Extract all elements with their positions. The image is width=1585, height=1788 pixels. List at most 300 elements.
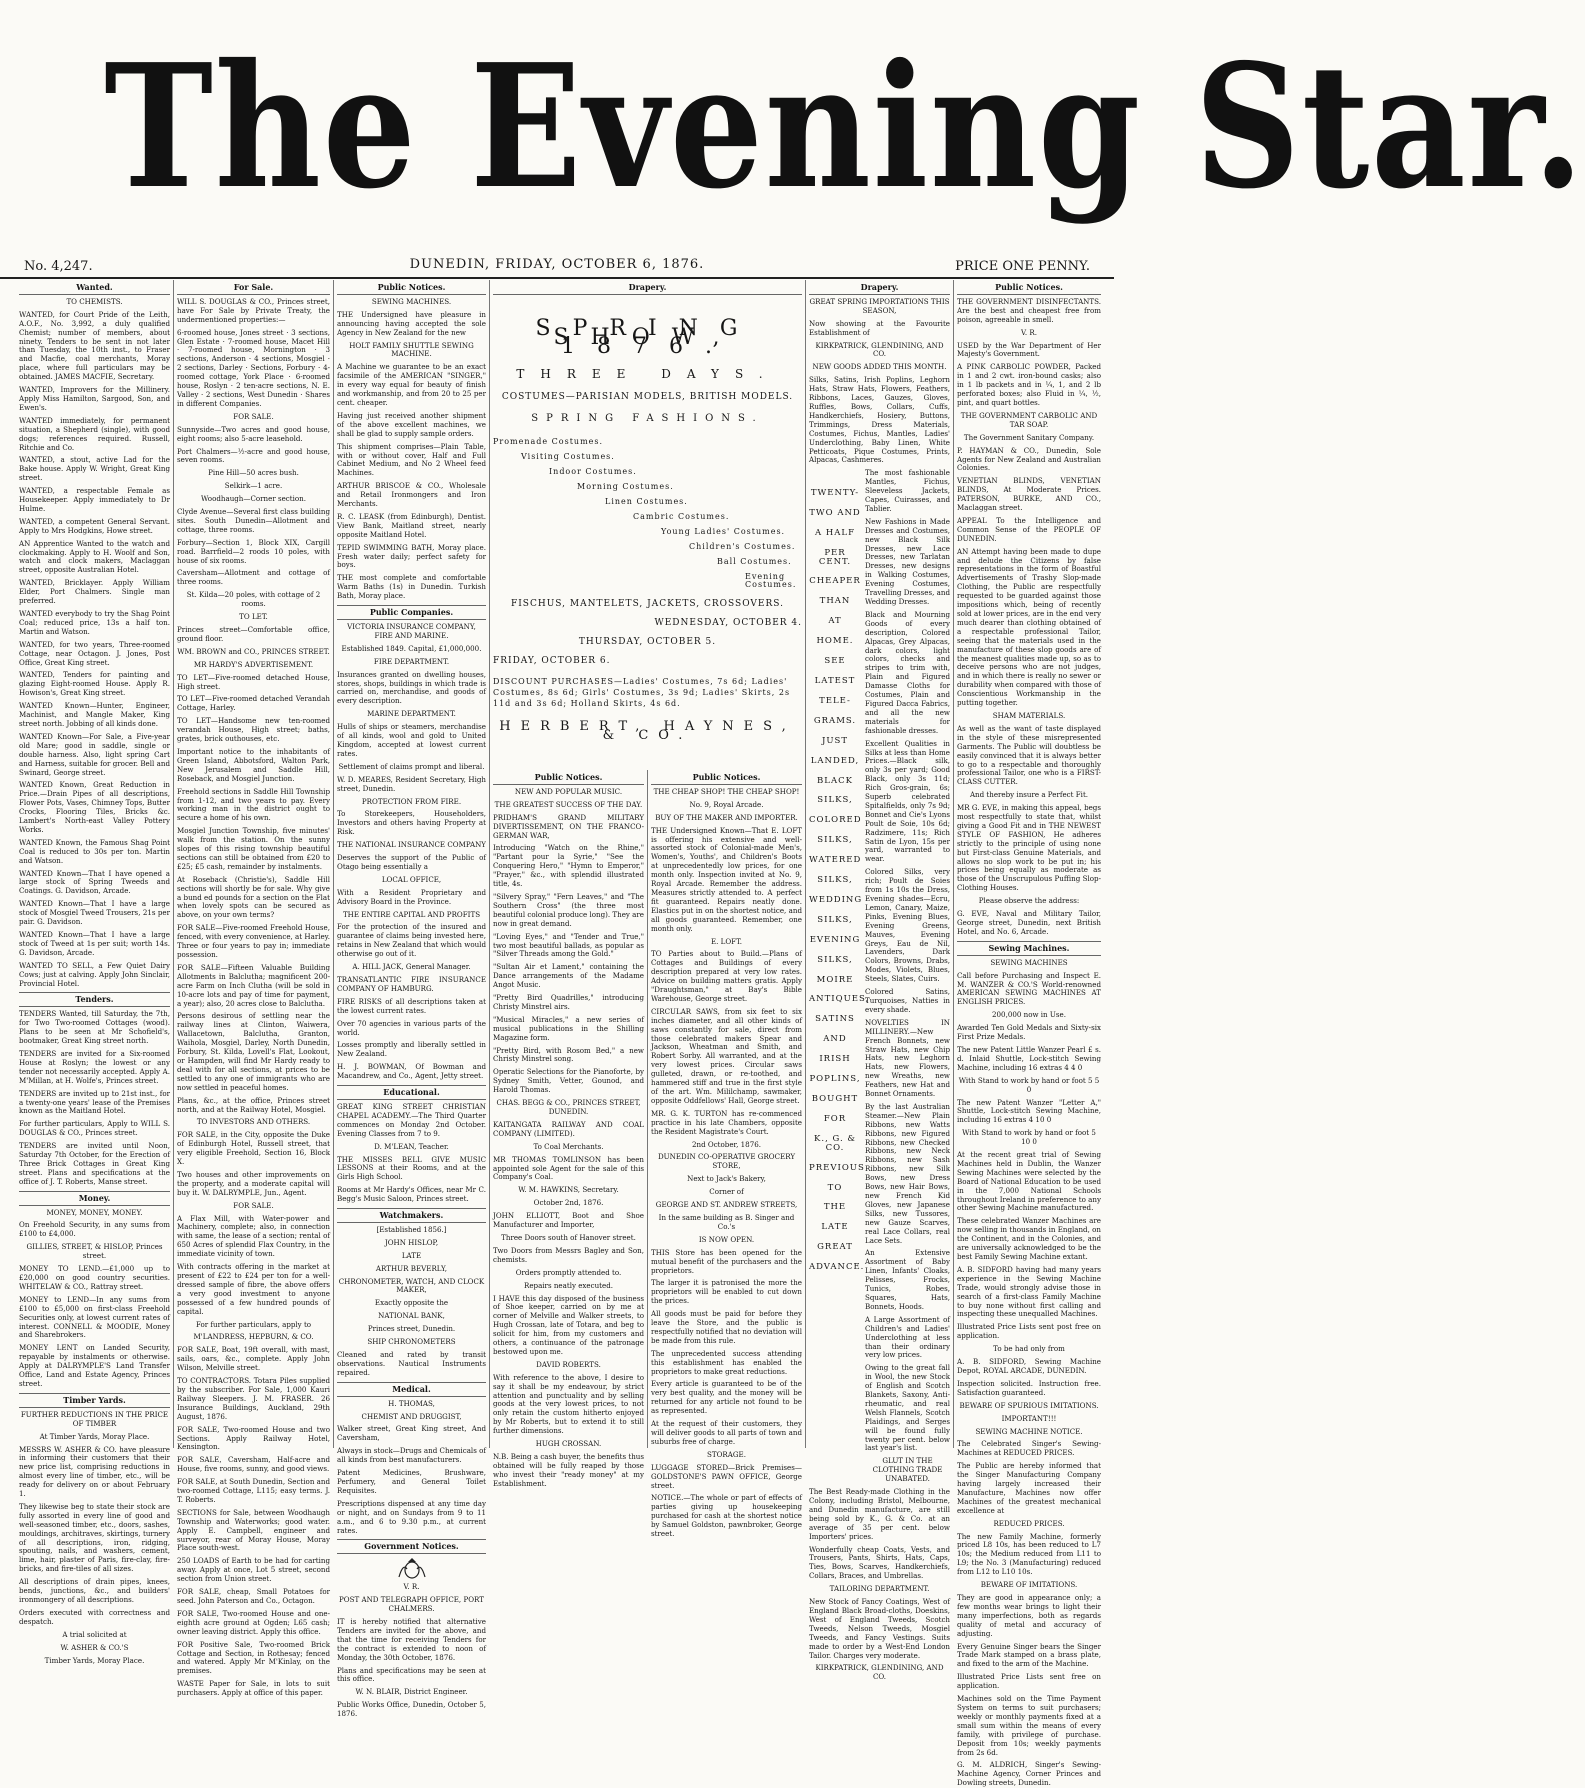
column-heading: Drapery. — [493, 280, 802, 295]
advert: 6-roomed house, Jones street · 3 sections, Glen Estate · 7-roomed house, Macet Hill · 7-roomed house, Mornington · 3 sections, Anderson · 4 sections, Mosgiel · 2 sections, Darley · Sections, Forbury · 4-roomed cottage, York Place · 6-roomed house, Roslyn · 2 ten-acre sections, N. E. Valley · 2 sections, West Dunedin · Shares in different Companies. — [177, 327, 330, 408]
advert: MARINE DEPARTMENT. — [367, 709, 456, 719]
advert: A Flax Mill, with Water-power and Machinery, complete; also, in connection with same, the lease of a section; rental of 650 Acres of splendid Flax Country, in the immediate vicinity of town. — [177, 1213, 330, 1259]
costume-item: Visiting Costumes. — [521, 452, 615, 462]
advert: V. R. — [403, 1582, 420, 1592]
column-for-sale — [174, 280, 334, 1698]
advert: Mosgiel Junction Township, five minutes' walk from the station. On the sunny slopes of this rising township beautiful sections can still be obtained from £20 to £25; £5 cash, remainder by instalments. — [177, 826, 330, 871]
advert: BEWARE OF SPURIOUS IMITATIONS. — [959, 1400, 1099, 1410]
advert: Timber Yards, Moray Place. — [44, 1655, 145, 1665]
advert: IT is hereby notified that alternative Tenders are invited for the above, and that the time for receiving Tenders for the contract is extended to noon of Monday, the 30th October, 1876. — [337, 1617, 486, 1662]
advert: Deserves the support of the Public of Otago being essentially a — [337, 853, 486, 871]
advert: October 2nd, 1876. — [533, 1198, 604, 1208]
side-word: AT — [828, 616, 842, 627]
side-word: THAN — [819, 596, 851, 607]
side-word: SILKS, — [817, 835, 853, 846]
advert: TENDERS are invited until Noon, Saturday 7th October, for the Erection of Three Brick Cottages in Great King street. Plans and specifications at the office of J. T. Roberts, Manse street. — [19, 1141, 170, 1186]
advert: FOR SALE—Fifteen Valuable Building Allotments in Balclutha; magnificent 200-acre Farm on Inch Clutha (will be sold in 10-acre lots and pay of time for payment, a year); also, 20 acres close to Balclutha. — [177, 962, 330, 1008]
costume-item: Indoor Costumes. — [549, 467, 637, 477]
side-word: EVENING — [809, 934, 861, 945]
column-heading: For Sale. — [177, 280, 330, 295]
advert: FOR SALE, Boat, 19ft overall, with mast, sails, oars, &c., complete. Apply John Wilson, Melville street. — [177, 1345, 330, 1373]
section-heading: Sewing Machines. — [957, 941, 1101, 956]
advert: GILLIES, STREET, & HISLOP, Princes street. — [26, 1242, 163, 1261]
advert: With contracts offering in the market at present of £22 to £24 per ton for a well-dressed sample of fibre, the above offers a very good investment to anyone possessed of a few hundred pounds of capital. — [177, 1262, 330, 1316]
advert: Prescriptions dispensed at any time day or night, and on Sundays from 9 to 11 a.m., and 6 to 9.30 p.m., at current rates. — [337, 1498, 486, 1535]
advert: VENETIAN BLINDS, VENETIAN BLINDS, At Moderate Prices. PATERSON, BURKE, AND CO., Maclaggan street. — [957, 476, 1101, 513]
section-heading: Educational. — [337, 1085, 486, 1100]
ad-list — [493, 788, 644, 1489]
place-date: DUNEDIN, FRIDAY, OCTOBER 6, 1876. — [409, 257, 705, 272]
advert: Every article is guaranteed to be of the very best quality, and the money will be returned for any article not found to be as represented. — [651, 1379, 802, 1416]
advert: WANTED Known, the Famous Shag Point Coal is reduced to 30s per ton. Martin and Watson. — [19, 837, 170, 865]
advert: FOR SALE, in the City, opposite the Duke of Edinburgh Hotel, Russell street, that very eligible Freehold, Section 16, Block X. — [177, 1130, 330, 1167]
advert: Sunnyside—Two acres and good house, eight rooms; also 5-acre leasehold. — [177, 424, 330, 443]
advert: N.B. Being a cash buyer, the benefits thus obtained will be fully reaped by those who invest their "ready money" at my Establishment. — [493, 1452, 644, 1488]
side-word: AND — [823, 1034, 847, 1045]
advert: CIRCULAR SAWS, from six feet to six inches diameter, and all other kinds of saws constantly for sale, direct from those celebrated makers Spear and Jackson, Wheatman and Smith, and Robert Sorby. All warranted, and at the very lowest prices. Circular saws gulleted, drawn, or re-toothed, and hammered stiff and true in the first style of the art. Wm. Mililchamp, sawmaker, opposite Oddfellows' Hall, George street. — [651, 1006, 802, 1105]
ad-list — [19, 1411, 170, 1666]
column-public-notices-7 — [954, 280, 1104, 1788]
advert: D. M'LEAN, Teacher. — [374, 1141, 449, 1151]
advert: SECTIONS for Sale, between Woodhaugh Township and Waterworks; good water. Apply E. Campbell, engineer and surveyor, rear of Moray House, Moray Place south-west. — [177, 1507, 330, 1553]
side-word: GREAT — [817, 1242, 853, 1253]
advert: WANTED Known—That I have a large stock of Tweed at 1s per suit; worth 14s. G. Davidson, Arcade. — [19, 930, 170, 957]
advert: MR G. EVE, in making this appeal, begs most respectfully to state that, whilst giving a Good Fit and in THE NEWEST STYLE OF FASHION, He adheres strictly to the principle of using none but First-class Genuine Materials, and allows no slop work to be put in; his prices being equally as moderate as those of the Unscrupulous Puffing Slop-Clothing Houses. — [957, 803, 1101, 893]
advert: Corner of — [709, 1187, 744, 1197]
side-word: TELE- — [819, 695, 851, 706]
ad-list — [337, 1226, 486, 1378]
three-days: THREE DAYS. — [516, 366, 779, 381]
side-word: MOIRE — [816, 974, 854, 985]
side-word: K., G. & CO. — [814, 1133, 856, 1153]
advert: Operatic Selections for the Pianoforte, by Sydney Smith, Vetter, Gounod, and Harold Thomas. — [493, 1067, 644, 1095]
advert: LUGGAGE STORED—Brick Premises—GOLDSTONE'S PAWN OFFICE, George street. — [651, 1462, 802, 1490]
advert: TO LET—Five-roomed detached Verandah Cottage, Harley. — [177, 694, 330, 713]
side-word: LANDED, — [810, 755, 860, 766]
advert: On Freehold Security, in any sums from £100 to £4,000. — [19, 1220, 170, 1239]
advert: For further particulars, apply to — [195, 1319, 312, 1329]
advert: V. R. — [1021, 327, 1037, 337]
column-wanted — [16, 280, 174, 1665]
advert: Awarded Ten Gold Medals and Sixty-six First Prize Medals. — [957, 1023, 1101, 1042]
ad-list — [337, 1103, 486, 1204]
ad-list — [337, 1400, 486, 1536]
advert: CHEMIST AND DRUGGIST, — [361, 1411, 462, 1421]
advert: Machines sold on the Time Payment System on terms to suit purchasers; weekly or monthly payments fixed at a small sum within the means of every family, with privilege of purchase. Deposit from 10s; weekly payments from 2s 6d. — [957, 1694, 1101, 1757]
advert: WANTED, for Court Pride of the Leith, A.O.F., No. 3,992, a duly qualified Chemist; number of members, about ninety. Tenders to be sent in not later than Tuesday, the 10th inst., to Fraser and Macfie, coal merchants, Moray place, where full particulars may be obtained. JAMES MACFIE, Secretary. — [19, 309, 170, 382]
side-word: SEE — [824, 656, 846, 667]
advert: Princes street, Dunedin. — [367, 1324, 456, 1334]
spring-show-title: SPRING SHOW, 1876. — [535, 315, 760, 359]
advert: WANTED TO SELL, a Few Quiet Dairy Cows; just at calving. Apply John Sinclair, Provincial Hotel. — [19, 960, 170, 988]
advert: THE Undersigned Known—That E. LOFT is offering his extensive and well-assorted stock of Colonial-made Men's, Women's, Youths', and Children's Boots at unprecedentedly low prices, for one month only. Inspection invited at No. 9, Royal Arcade. Remember the address. Measures strictly attended to. A perfect fit guaranteed. Repairs neatly done. Elastics put in on the shortest notice, and all goods guaranteed. Remember, one month only. — [651, 825, 802, 933]
advert: They likewise beg to state their stock are fully assorted in every line of good and well-seasoned timber, etc., doors, sashes, mouldings, architraves, skirtings, turnery of all descriptions, iron, ridging, spouting, nails, and washers, cement, lime, hair, plaster of Paris, fire-clay, fire-bricks, and fire-tiles of all sizes. — [19, 1501, 170, 1574]
advert: The most fashionable Mantles, Fichus, Sleeveless Jackets, Capes, Cuirasses, and Tablier. — [865, 468, 950, 513]
advert: A Large Assortment of Children's and Ladies' Underclothing at less than their ordinary very low prices. — [865, 1314, 950, 1360]
side-word: LATE — [821, 1222, 849, 1233]
advert: LATE — [401, 1250, 422, 1260]
side-word: FOR — [823, 1113, 847, 1124]
advert: FOR SALE, at South Dunedin, Section and two-roomed Cottage, L115; easy terms. J. T. Roberts. — [177, 1477, 330, 1504]
advert: WANTED Known, Great Reduction in Price.—Drain Pipes of all descriptions, Flower Pots, Vases, Chimney Tops, Butter Crocks, Flooring Tiles, Bricks &c. Lambert's North-east Valley Pottery Works. — [19, 780, 170, 834]
advert: FIRE DEPARTMENT. — [373, 656, 450, 666]
advert: BUY OF THE MAKER AND IMPORTER. — [655, 812, 798, 822]
advert: Freehold sections in Saddle Hill Township from 1-12, and two years to pay. Every working man in the district ought to secure a home of his own. — [177, 786, 330, 823]
ad-list — [177, 298, 330, 1698]
masthead — [30, 10, 1585, 262]
advert: Two Doors from Messrs Bagley and Son, chemists. — [493, 1245, 644, 1264]
advert: THE GOVERNMENT DISINFECTANTS. Are the best and cheapest free from poison, agreeable in smell. — [957, 296, 1101, 324]
advert: THE ENTIRE CAPITAL AND PROFITS — [342, 909, 481, 919]
advert: Persons desirous of settling near the railway lines at Clinton, Waiwera, Wallacetown, Balclutha, Granton, Waihola, Mosgiel, Darley, North Dunedin, Forbury, St. Kilda, Lovell's Flat, Lookout, or Hampden, will find Mr Hardy ready to deal with for all sections, at prices to be settled to any one of immigrants who are now settled in peaceful homes. — [177, 1011, 330, 1092]
advert: APPEAL To the Intelligence and Common Sense of the PEOPLE OF DUNEDIN. — [957, 515, 1101, 543]
advert: Wonderfully cheap Coats, Vests, and Trousers, Pants, Shirts, Hats, Caps, Ties, Bows, Scarves, Handkerchiefs, Collars, Braces, and Umbrellas. — [809, 1544, 950, 1581]
advert: Rooms at Mr Hardy's Offices, near Mr C. Begg's Music Saloon, Princes street. — [337, 1185, 486, 1204]
advert: HUGH CROSSAN. — [535, 1439, 602, 1449]
column-heading: Public Notices. — [493, 770, 644, 785]
advert: W. N. BLAIR, District Engineer. — [355, 1687, 468, 1697]
advert: SHAM MATERIALS. — [992, 710, 1066, 720]
advert: I HAVE this day disposed of the business of Shoe keeper, carried on by me at corner of Melville and Walker streets, to Hugh Crossan, late of Totara, and beg to solicit for him, from my customers and others, a continuance of the patronage bestowed upon me. — [493, 1293, 644, 1356]
advert: FOR SALE, Two-roomed House and two Sections. Apply Railway Hotel, Kensington. — [177, 1424, 330, 1452]
advert: AN Attempt having been made to dupe and delude the Citizens by false representations in the form of Boastful Advertisements of Trashy Slop-made Clothing, the Public are respectfully requested to be guarded against those impositions which, being of recently sold at lower prices, are in the end very much dearer than clothing obtained of a respectable professional Tailor, seeing that the materials used in the manufacture of these slop goods are of the meanest qualities made up, so as to deceive persons who are not judges, and in which there is really no sewer or durability when compared with those of Conscientious Workmanship in the putting together. — [957, 546, 1101, 708]
drapery-spring-show — [490, 280, 806, 770]
advert: Orders promptly attended to. — [515, 1267, 622, 1277]
side-word: A HALF — [815, 527, 855, 538]
ad-list — [19, 298, 170, 989]
side-word: CHEAPER — [809, 576, 861, 587]
advert: WM. BROWN and CO., PRINCES STREET. — [177, 646, 330, 656]
advert: St. Kilda—20 poles, with cottage of 2 rooms. — [186, 590, 321, 609]
advert: At Roseback (Christie's), Saddle Hill sections will shortly be for sale. Why give a bund ed pounds for a section on the Flat when lovely spots can be secured as above, on your own terms? — [177, 874, 330, 920]
advert: At the recent great trial of Sewing Machines held in Dublin, the Wanzer Sewing Machines were selected by the Board of National Education to be used in the 7,000 National Schools throughout Ireland in preference to any other Sewing Machine manufactured. — [957, 1150, 1101, 1213]
advert: Important notice to the inhabitants of Green Island, Abbotsford, Walton Park, New Jerusalem and Saddle Hill, Roseback, and Mosgiel Junction. — [177, 746, 330, 783]
advert: TO CONTRACTORS. Totara Piles supplied by the subscriber. For Sale, 1,000 Kauri Railway Sleepers. J. M. FRASER. 26 Insurance Buildings, Auckland, 29th August, 1876. — [177, 1376, 330, 1421]
advert: SHIP CHRONOMETERS — [367, 1337, 456, 1347]
advert: MONEY, MONEY, MONEY. — [46, 1207, 143, 1217]
advert: MR. G. K. TURTON has re-commenced practice in his late Chambers, opposite the Resident Magistrate's Court. — [651, 1108, 802, 1136]
advert: CHAS. BEGG & CO., PRINCES STREET, DUNEDIN. — [496, 1098, 641, 1116]
costume-item: Children's Costumes. — [689, 541, 796, 551]
advert: Princes street—Comfortable office, ground floor. — [177, 625, 330, 643]
advert: "Pretty Bird, with Rosom Bed," a new Christy Minstrel song. — [493, 1045, 644, 1064]
advert: Three Doors south of Hanover street. — [501, 1232, 636, 1242]
advert: NEW GOODS ADDED THIS MONTH. — [812, 362, 947, 372]
advert: New Fashions in Made Dresses and Costumes, new Black Silk Dresses, new Lace Dresses, new Tarlatan Dresses, new designs in Walking Costumes, Evening Costumes, Travelling Dresses, and Wedding Dresses. — [865, 516, 950, 606]
advert: Patent Medicines, Brushware, Perfumery, and General Toilet Requisites. — [337, 1468, 486, 1495]
advert: GREAT KING STREET CHRISTIAN CHAPEL ACADEMY.—The Third Quarter commences on Monday 2nd October. Evening Classes from 7 to 9. — [337, 1101, 486, 1138]
costume-item: Young Ladies' Costumes. — [661, 526, 786, 536]
advert: WANTED, a stout, active Lad for the Bake house. Apply W. Wright, Great King street. — [19, 455, 170, 483]
advert: With reference to the above, I desire to say it shall be my endeavour, by strict attention and punctuality and by selling goods at the very lowest prices, to not only retain the custom hitherto enjoyed by Mr Roberts, but to extend it to still further dimensions. — [493, 1372, 644, 1436]
advert: WANTED Known—That I have opened a large stock of Spring Tweeds and Coatings. G. Davidson, Arcade. — [19, 868, 170, 896]
advert: GEORGE AND ST. ANDREW STREETS, — [655, 1200, 798, 1210]
friday-line: FRIDAY, OCTOBER 6. — [493, 656, 611, 667]
advert: WANTED immediately, for permanent situation, a Shepherd (single), with good dogs; references required. Russell, Ritchie and Co. — [19, 415, 170, 452]
advert: Next to Jack's Bakery, — [687, 1174, 766, 1184]
advert: IMPORTANT!!! — [1001, 1413, 1057, 1423]
advert: Please observe the address: — [978, 896, 1080, 906]
advert: MONEY TO LEND.—£1,000 up to £20,000 on good country securities. WHITELAW & CO., Rattray street. — [19, 1264, 170, 1291]
advert: Selkirk—1 acre. — [224, 481, 283, 491]
column-public-notices-4 — [490, 770, 648, 1488]
side-word: HOME. — [816, 636, 854, 647]
advert: NEW AND POPULAR MUSIC. — [514, 786, 623, 796]
advert: THE most complete and comfortable Warm Baths (1s) in Dunedin. Turkish Bath, Moray place. — [337, 573, 486, 601]
advert: TO Parties about to Build.—Plans of Cottages and Buildings of every description prepared at very low rates. Advice on building matters gratis. Apply "Draughtsman," at Bay's Bible Warehouse, George street. — [651, 949, 802, 1003]
side-word: TWO AND — [809, 507, 861, 518]
advert: Excellent Qualities in Silks at less than Home Prices.—Black silk, only 3s per yard; Good Black, only 3s 11d; Rich Gros-grain, 6s; Superb celebrated Spitalfields, only 7s 9d; Bonnet and Cie's Lyons Poult de Soie, 10s 6d; Radzimere, 11s; Rich Satin de Lyon, 15s per yard, warranted to wear. — [865, 738, 950, 864]
side-word: WATERED — [809, 855, 862, 866]
advert: Always in stock—Drugs and Chemicals of all kinds from best manufacturers. — [337, 1446, 486, 1465]
advert: THE GREATEST SUCCESS OF THE DAY. — [494, 799, 643, 809]
advert: Settlement of claims prompt and liberal. — [338, 761, 485, 771]
advert: Walker street, Great King street, And Caversham, — [337, 1424, 486, 1443]
advert: WANTED, for two years, Three-roomed Cottage, near Octagon. J. Jones, Post Office, Great King street. — [19, 639, 170, 667]
advert: Every Genuine Singer bears the Singer Trade Mark stamped on a brass plate, and fixed to the arm of the Machine. — [957, 1641, 1101, 1669]
section-heading: Medical. — [337, 1382, 486, 1397]
advert: In the same building as B. Singer and Co.'s — [658, 1212, 795, 1231]
ad-list — [19, 1209, 170, 1389]
advert: Repairs neatly executed. — [523, 1280, 614, 1290]
advert: WILL S. DOUGLAS & CO., Princes street, have For Sale by Private Treaty, the undermentioned properties:— — [177, 296, 330, 324]
advert: The Public are hereby informed that the Singer Manufacturing Company having largely increased their Manufacture, Machines now offer Machines of the greatest mechanical excellence at — [957, 1461, 1101, 1515]
advert: R. C. LEASK (from Edinburgh), Dentist. View Bank, Maitland street, nearly opposite Maitland Hotel. — [337, 511, 486, 539]
advert: Plans and specifications may be seen at this office. — [337, 1665, 486, 1684]
side-word: BLACK — [817, 775, 853, 786]
advert: With Stand to work by hand or foot 5 5 0 — [958, 1075, 1100, 1094]
advert: TO CHEMISTS. — [66, 296, 123, 306]
advert: KIRKPATRICK, GLENDINING, AND CO. — [815, 340, 944, 359]
advert: PRIDHAM'S GRAND MILITARY DIVERTISSEMENT, ON THE FRANCO-GERMAN WAR, — [493, 812, 644, 840]
ad-list — [957, 298, 1101, 937]
costumes-line: COSTUMES—PARISIAN MODELS, BRITISH MODELS. — [501, 391, 794, 402]
advert: Cleaned and rated by transit observations. Nautical Instruments repaired. — [337, 1350, 486, 1377]
advert: KAITANGATA RAILWAY AND COAL COMPANY (LIMITED). — [493, 1119, 644, 1138]
advert: Caversham—Allotment and cottage of three rooms. — [177, 568, 330, 587]
advert: Black and Mourning Goods of every description, Colored Alpacas, Grey Alpacas, dark colors, light colors, checks and stripes to trim with, Plain and Figured Damasse Cloths for Costumes, Plain and Figured Dacca Fabrics, and all the new materials for fashionable dresses. — [865, 609, 950, 735]
advert: Owing to the great fall in Wool, the new Stock of English and Scotch Blankets, Saxony, Anti-rheumatic, and real Welsh Flannels, Scotch Plaidings, and Serges will be found fully twenty per cent. below last year's list. — [865, 1363, 950, 1453]
advert: HOLT FAMILY SHUTTLE SEWING MACHINE. — [349, 340, 474, 359]
advert: Having just received another shipment of the above excellent machines, we shall be glad to supply sample orders. — [337, 410, 486, 438]
advert: WANTED Known—Hunter, Engineer, Machinist, and Mangle Maker, King street north. Jobbing of all kinds done. — [19, 701, 170, 728]
costume-item: Linen Costumes. — [605, 496, 688, 506]
advert: "Musical Miracles," a new series of musical publications in the Shilling Magazine form. — [493, 1014, 644, 1042]
advert: W. M. HAWKINS, Secretary. — [518, 1185, 619, 1195]
advert: M'LANDRESS, HEPBURN, & CO. — [193, 1332, 314, 1342]
advert: IS NOW OPEN. — [698, 1234, 755, 1244]
advert: A. B. SIDFORD having had many years experience in the Sewing Machine Trade, would strongly advise those in search of a first-class Family Machine to buy none without first calling and inspecting these unequalled Machines. — [957, 1264, 1101, 1319]
advert: FOR SALE. — [233, 411, 274, 421]
advert: At the request of their customers, they will deliver goods to all parts of town and suburbs free of charge. — [651, 1419, 802, 1446]
advert: Losses promptly and liberally settled in New Zealand. — [337, 1040, 486, 1059]
advert: WASTE Paper for Sale, in lots to suit purchasers. Apply at office of this paper. — [177, 1679, 330, 1698]
advert: TO LET—Handsome new ten-roomed verandah House, High street; baths, grates, brick outhouses, etc. — [177, 716, 330, 744]
side-word: POPLINS, — [809, 1074, 861, 1085]
advert: WANTED Known—That I have a large stock of Mosgiel Tweed Trousers, 21s per pair. G. Davidson. — [19, 899, 170, 927]
advert: FOR SALE, cheap, Small Potatoes for seed. John Paterson and Co., Octagon. — [177, 1587, 330, 1605]
advert: Public Works Office, Dunedin, October 5, 1876. — [337, 1700, 486, 1719]
advert: ARTHUR BRISCOE & CO., Wholesale and Retail Ironmongers and Iron Merchants. — [337, 481, 486, 509]
side-word: WEDDING — [809, 894, 863, 905]
advert: Illustrated Price Lists sent free on application. — [957, 1672, 1101, 1691]
advert: For further particulars, Apply to WILL S. DOUGLAS & CO., Princes street. — [19, 1119, 170, 1138]
section-heading: Government Notices. — [337, 1539, 486, 1554]
advert: DAVID ROBERTS. — [536, 1359, 601, 1369]
advert: NOTICE.—The whole or part of effects of parties giving up housekeeping purchased for cash at the shortest notice by Samuel Goldston, pawnbroker, George street. — [651, 1493, 802, 1539]
advert: JOHN ELLIOTT, Boot and Shoe Manufacturer and Importer, — [493, 1211, 644, 1230]
advert: Established 1849. Capital, £1,000,000. — [341, 643, 482, 653]
side-words — [809, 478, 870, 1283]
advert: STORAGE. — [707, 1449, 746, 1459]
advert: The Best Ready-made Clothing in the Colony, including Bristol, Melbourne, and Dunedin manufacture, are still being sold by K., G. & Co. at an average of 35 per cent. below Importers' prices. — [809, 1487, 950, 1541]
advert: LOCAL OFFICE, — [381, 874, 442, 884]
advert: A trial solicited at — [62, 1629, 127, 1639]
advert: WANTED Known—For Sale, a Five-year old Mare; good in saddle, single or double harness. Also, light spring Cart and Harness, suitable for grocer. Bell and Swinard, George street. — [19, 731, 170, 777]
side-word: SILKS, — [817, 875, 853, 886]
advert: WANTED, Bricklayer. Apply William Elder, Port Chalmers. Single man preferred. — [19, 578, 170, 606]
advert: TENDERS Wanted, till Saturday, the 7th, for Two Two-roomed Cottages (wood). Plans to be seen at Mr Schofield's, bootmaker, Great King street north. — [19, 1009, 170, 1046]
advert: All goods must be paid for before they leave the Store, and the public is respectfully notified that no deviation will be made from this rule. — [651, 1309, 802, 1345]
column-heading: Public Notices. — [337, 280, 486, 295]
advert: NATIONAL BANK, — [378, 1311, 445, 1321]
side-word: SILKS, — [817, 795, 853, 806]
side-word: GRAMS. — [813, 715, 857, 726]
advert: THE NATIONAL INSURANCE COMPANY — [337, 840, 486, 850]
advert: New Stock of Fancy Coatings, West of England Black Broad-cloths, Doeskins, West of England Tweeds, Scotch Tweeds, Nelson Tweeds, Mosgiel Tweeds, and Fancy Vestings. Suits made to order by a West-End London Tailor. Charges very moderate. — [809, 1597, 950, 1660]
side-word: TO — [827, 1182, 843, 1193]
advert: A. HILL JACK, General Manager. — [352, 962, 471, 972]
ad-list — [19, 1010, 170, 1186]
advert: THE GOVERNMENT CARBOLIC AND TAR SOAP. — [960, 410, 1098, 429]
ad-list — [957, 959, 1101, 1788]
advert: Two houses and other improvements on the property, and a moderate capital will buy it. W. DALRYMPLE, Jun., Agent. — [177, 1169, 330, 1197]
advert: MONEY LENT on Landed Security, repayable by instalments or otherwise. Apply at DALRYMPLE'S Land Transfer Office, Land and Estate Agency, Princes street. — [19, 1343, 170, 1388]
advert: G. EVE, Naval and Military Tailor, George street, Dunedin, next British Hotel, and No. 6, Arcade. — [957, 909, 1101, 936]
advert: Orders executed with correctness and despatch. — [19, 1607, 170, 1626]
side-word: TWENTY- — [810, 487, 860, 498]
advert: THE CHEAP SHOP! THE CHEAP SHOP! — [653, 786, 800, 796]
thursday-line: THURSDAY, OCTOBER 5. — [578, 637, 717, 648]
advert: SEWING MACHINES — [990, 957, 1068, 967]
advert: FOR SALE. — [233, 1200, 274, 1210]
advert: The Celebrated Singer's Sewing-Machines at REDUCED PRICES. — [957, 1439, 1101, 1458]
side-word: SILKS, — [817, 954, 853, 965]
side-word: ANTIQUES, — [809, 994, 870, 1005]
advert: MESSRS W. ASHER & CO. have pleasure in informing their customers that their new price list, comprising reductions in almost every line of timber, etc., will be ready for delivery on or about February 1. — [19, 1444, 170, 1499]
advert: Over 70 agencies in various parts of the world. — [337, 1018, 486, 1037]
advert: And thereby insure a Perfect Fit. — [969, 790, 1089, 800]
advert: For the protection of the insured and guarantee of claims being invested here, retains in New Zealand that which would otherwise go out of it. — [337, 922, 486, 959]
section-heading: Money. — [19, 1191, 170, 1206]
advert: "Sultan Air et Lament," containing the Dance arrangements of the Madame Angot Music. — [493, 962, 644, 990]
advert: [Established 1856.] — [376, 1224, 447, 1234]
advert: W. D. MEARES, Resident Secretary, High street, Dunedin. — [337, 774, 486, 793]
advert: The unprecedented success attending this establishment has enabled the proprietors to make great reductions. — [651, 1348, 802, 1376]
advert: WANTED everybody to try the Shag Point Coal; reduced price, 13s a half ton. Martin and Watson. — [19, 609, 170, 636]
advert: Illustrated Price Lists sent post free on application. — [957, 1322, 1101, 1341]
advert: "Loving Eyes," and "Tender and True," two most beautiful ballads, as popular as "Silver Threads among the Gold." — [493, 931, 644, 959]
ad-list — [337, 298, 486, 601]
advert: At Timber Yards, Moray Place. — [39, 1431, 150, 1441]
side-word: BOUGHT — [811, 1094, 859, 1104]
masthead-title: The Evening Star. — [104, 27, 1585, 227]
side-word: SILKS, — [817, 914, 853, 925]
advert: TO LET. — [239, 612, 268, 622]
advert: MR HARDY'S ADVERTISEMENT. — [193, 659, 314, 669]
advert: Forbury—Section 1, Block XIX, Cargill road. Barrfield—2 roods 10 poles, with house of six rooms. — [177, 537, 330, 565]
advert: The larger it is patronised the more the proprietors will be enabled to cut down the prices. — [651, 1278, 802, 1306]
advert: FIRE RISKS of all descriptions taken at the lowest current rates. — [337, 996, 486, 1015]
advert: These celebrated Wanzer Machines are now selling in thousands in England, on the Continent, and in the Colonies, and are universally acknowledged to be the best Family Sewing Machine extant. — [957, 1216, 1101, 1261]
advert: A PINK CARBOLIC POWDER, Packed in 1 and 2 cwt. iron-bound casks; also in 1 lb packets and in ¼, 1, and 2 lb perforated boxes; also Fluid in ¼, ½, pint, and quart bottles. — [957, 362, 1101, 407]
advert: TO INVESTORS AND OTHERS. — [196, 1117, 311, 1127]
costume-item: Morning Costumes. — [577, 482, 674, 492]
advert: To Storekeepers, Householders, Investors and others having Property at Risk. — [337, 809, 486, 837]
advert: TO LET—Five-roomed detached House, High street. — [177, 672, 330, 691]
costume-item: Ball Costumes. — [717, 556, 792, 566]
advert: H. J. BOWMAN, Of Bowman and Macandrew, and Co., Agent, Jetty street. — [337, 1062, 486, 1081]
ad-list — [337, 1583, 486, 1719]
advert: Pine Hill—50 acres bush. — [208, 468, 299, 478]
advert: All descriptions of drain pipes, knees, bends, junctions, &c., and builders' ironmongery of all descriptions. — [19, 1577, 170, 1604]
side-word: THE — [823, 1202, 847, 1213]
advert: A Machine we guarantee to be an exact facsimile of the AMERICAN "SINGER," in every way equal for beauty of finish and workmanship, and from 20 to 25 per cent. cheaper. — [337, 362, 486, 407]
advert: FOR SALE—Five-roomed Freehold House, fenced, with every convenience, at Harley. Three or four years to pay in; immediate possession. — [177, 923, 330, 959]
column-heading: Drapery. — [809, 280, 950, 295]
advert: The new Family Machine, formerly priced L8 10s, has been reduced to L7 10s; the Medium reduced from L11 to L9; the No. 3 (Manufacturing) reduced from L12 to L10 10s. — [957, 1531, 1101, 1577]
advert: As well as the want of taste displayed in the style of these misrepresented Garments. The Public will doubtless be easily convinced that it is always better to go to a respectable and thoroughly professional Tailor, one who is a FIRST-CLASS CUTTER. — [957, 723, 1101, 787]
advert: USED by the War Department of Her Majesty's Government. — [957, 340, 1101, 359]
advert: GLUT IN THE CLOTHING TRADE UNABATED. — [872, 1456, 943, 1484]
section-heading: Public Companies. — [337, 605, 486, 620]
advert: A. B. SIDFORD, Sewing Machine Depot, ROYAL ARCADE, DUNEDIN. — [957, 1357, 1101, 1375]
advert: WANTED, Improvers for the Millinery. Apply Miss Hamilton, Sargood, Son, and Ewen's. — [19, 385, 170, 412]
column-heading: Public Notices. — [957, 280, 1101, 295]
advert: Insurances granted on dwelling houses, stores, shops, buildings in which trade is carried on, merchandise, and goods of every description. — [337, 669, 486, 706]
advert: Silks, Satins, Irish Poplins, Leghorn Hats, Straw Hats, Flowers, Feathers, Ribbons, Laces, Gauzes, Gloves, Ruffles, Bows, Collars, Cuffs, Handkerchiefs, Hosiery, Buttons, Trimmings, Dress Materials, Costumes, Fichus, Mantles, Ladies' Underclothing, Baby Linen, White Petticoats, Pique Costumes, Prints, Alpacas, Cashmeres. — [809, 375, 950, 465]
advert: Now showing at the Favourite Establishment of — [809, 318, 950, 337]
advert: Exactly opposite the — [374, 1298, 449, 1308]
side-word: SATINS — [815, 1014, 855, 1025]
side-word: PER CENT. — [818, 547, 852, 567]
column-heading: Public Notices. — [651, 770, 802, 785]
advert: MR THOMAS TOMLINSON has been appointed sole Agent for the sale of this Company's Coal. — [493, 1154, 644, 1182]
ad-list — [337, 623, 486, 1081]
advert: P. HAYMAN & CO., Dunedin, Sole Agents for New Zealand and Australian Colonies. — [957, 445, 1101, 473]
fischus-line: FISCHUS, MANTELETS, JACKETS, CROSSOVERS. — [511, 599, 784, 610]
advert: Inspection solicited. Instruction free. Satisfaction guaranteed. — [957, 1378, 1101, 1397]
advert: WANTED, Tenders for painting and glazing Eight-roomed House. Apply R. Howison's, Great King street. — [19, 670, 170, 698]
advert: DUNEDIN CO-OPERATIVE GROCERY STORE, — [657, 1152, 796, 1171]
advert: FOR SALE, Caversham, Half-acre and House, five rooms, sunny, and good views. — [177, 1455, 330, 1474]
column-drapery — [806, 280, 954, 1682]
costume-item: Cambric Costumes. — [633, 511, 730, 521]
advert: REDUCED PRICES. — [993, 1518, 1065, 1528]
advert: TENDERS are invited up to 21st inst., for a twenty-one years' lease of the Premises known as the Maitland Hotel. — [19, 1088, 170, 1116]
royal-crest-icon — [395, 1557, 429, 1581]
advert: THE MISSES BELL GIVE MUSIC LESSONS at their Rooms, and at the Girls High School. — [337, 1154, 486, 1182]
advert: NOVELTIES IN MILLINERY.—New French Bonnets, new Straw Hats, new Chip Hats, new Leghorn Hats, new Flowers, new Wreaths, new Feathers, new Hat and Bonnet Ornaments. — [865, 1017, 950, 1099]
advert: Call before Purchasing and Inspect E. M. WANZER & CO.'S World-renowned AMERICAN SEWING MACHINES AT ENGLISH PRICES. — [957, 970, 1101, 1007]
advert: The new Patent Little Wanzer Pearl £ s. d. Inlaid Shuttle, Lock-stitch Sewing Machine, including 16 extras 4 4 0 — [957, 1044, 1101, 1072]
section-heading: Tenders. — [19, 992, 170, 1007]
wednesday-line: WEDNESDAY, OCTOBER 4. — [654, 618, 802, 629]
advert: WANTED, a competent General Servant. Apply to Mrs Hodgkins, Howe street. — [19, 516, 170, 535]
advert: An Extensive Assortment of Baby Linen, Infants' Cloaks, Pelisses, Frocks, Tunics, Robes, Squares, Hats, Bonnets, Hoods. — [865, 1248, 950, 1311]
advert: THE Undersigned have pleasure in announcing having accepted the sole Agency in New Zealand for the new — [337, 309, 486, 337]
advert: BEWARE OF IMITATIONS. — [980, 1580, 1078, 1590]
